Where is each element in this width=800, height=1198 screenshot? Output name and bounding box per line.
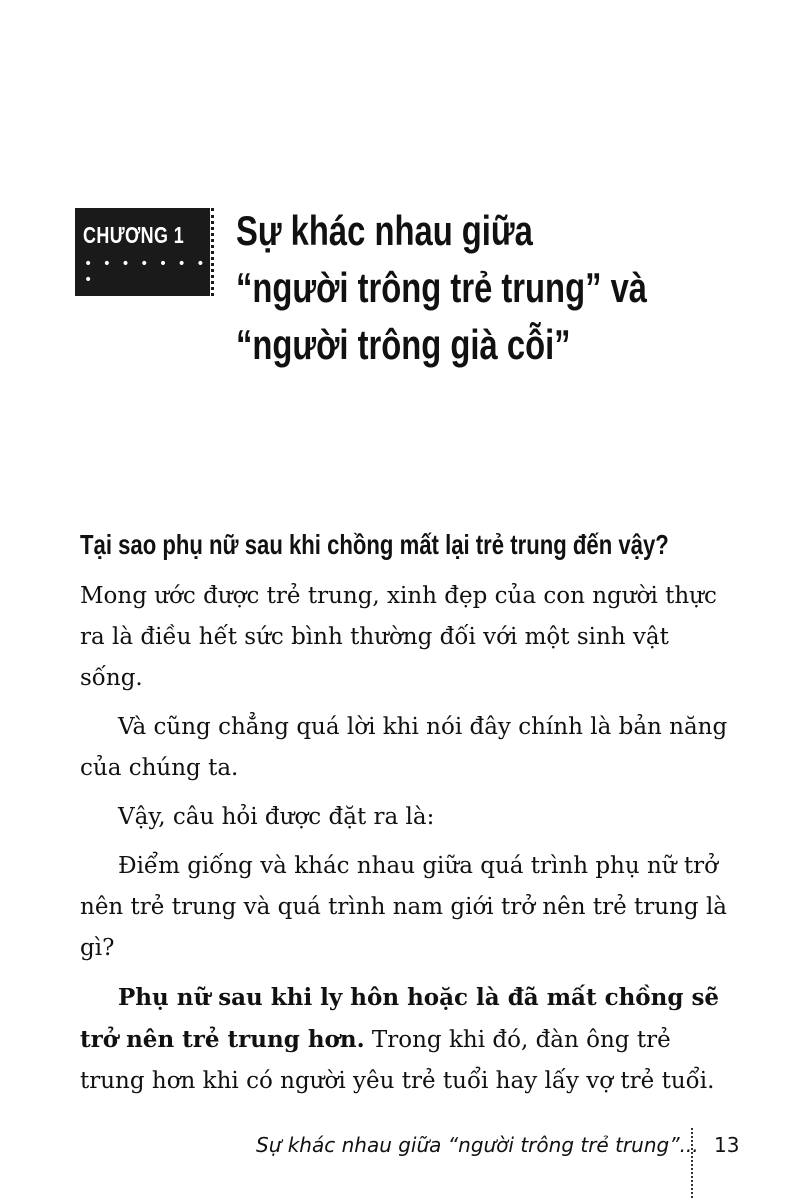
chapter-label: CHƯƠNG 1	[83, 222, 185, 248]
paragraph	[80, 977, 730, 1102]
chapter-title-line: Sự khác nhau giữa	[236, 207, 533, 254]
paragraph: Mong ước được trẻ trung, xinh đẹp của con người thực ra là điều hết sức bình thường đối với một sinh vật sống.	[80, 583, 717, 691]
page-number: 13	[714, 1133, 740, 1157]
chapter-dots: • • • • • • • •	[84, 256, 208, 288]
paragraph-bold: Phụ nữ sau khi ly hôn hoặc là đã mất chồng sẽ trở nên trẻ trung hơn.	[80, 984, 720, 1053]
chapter-title-line: “người trông trẻ trung” và	[236, 264, 648, 311]
chapter-title	[236, 202, 776, 373]
chapter-title-line: “người trông già cỗi”	[236, 321, 571, 368]
paragraph-rest: Trong khi đó, đàn ông trẻ trung hơn khi có người yêu trẻ tuổi hay lấy vợ trẻ tuổi.	[80, 1027, 715, 1094]
paragraph: Vậy, câu hỏi được đặt ra là:	[118, 804, 435, 830]
section-heading: Tại sao phụ nữ sau khi chồng mất lại trẻ trung đến vậy?	[80, 529, 669, 560]
running-title: Sự khác nhau giữa “người trông trẻ trung”...	[256, 1133, 699, 1157]
paragraph: Và cũng chẳng quá lời khi nói đây chính là bản năng của chúng ta.	[80, 714, 728, 781]
chapter-badge	[75, 208, 210, 296]
footer-divider	[691, 1128, 693, 1198]
body-text	[80, 576, 730, 1110]
paragraph: Điểm giống và khác nhau giữa quá trình phụ nữ trở nên trẻ trung và quá trình nam giới trở nên trẻ trung là gì?	[80, 853, 728, 961]
